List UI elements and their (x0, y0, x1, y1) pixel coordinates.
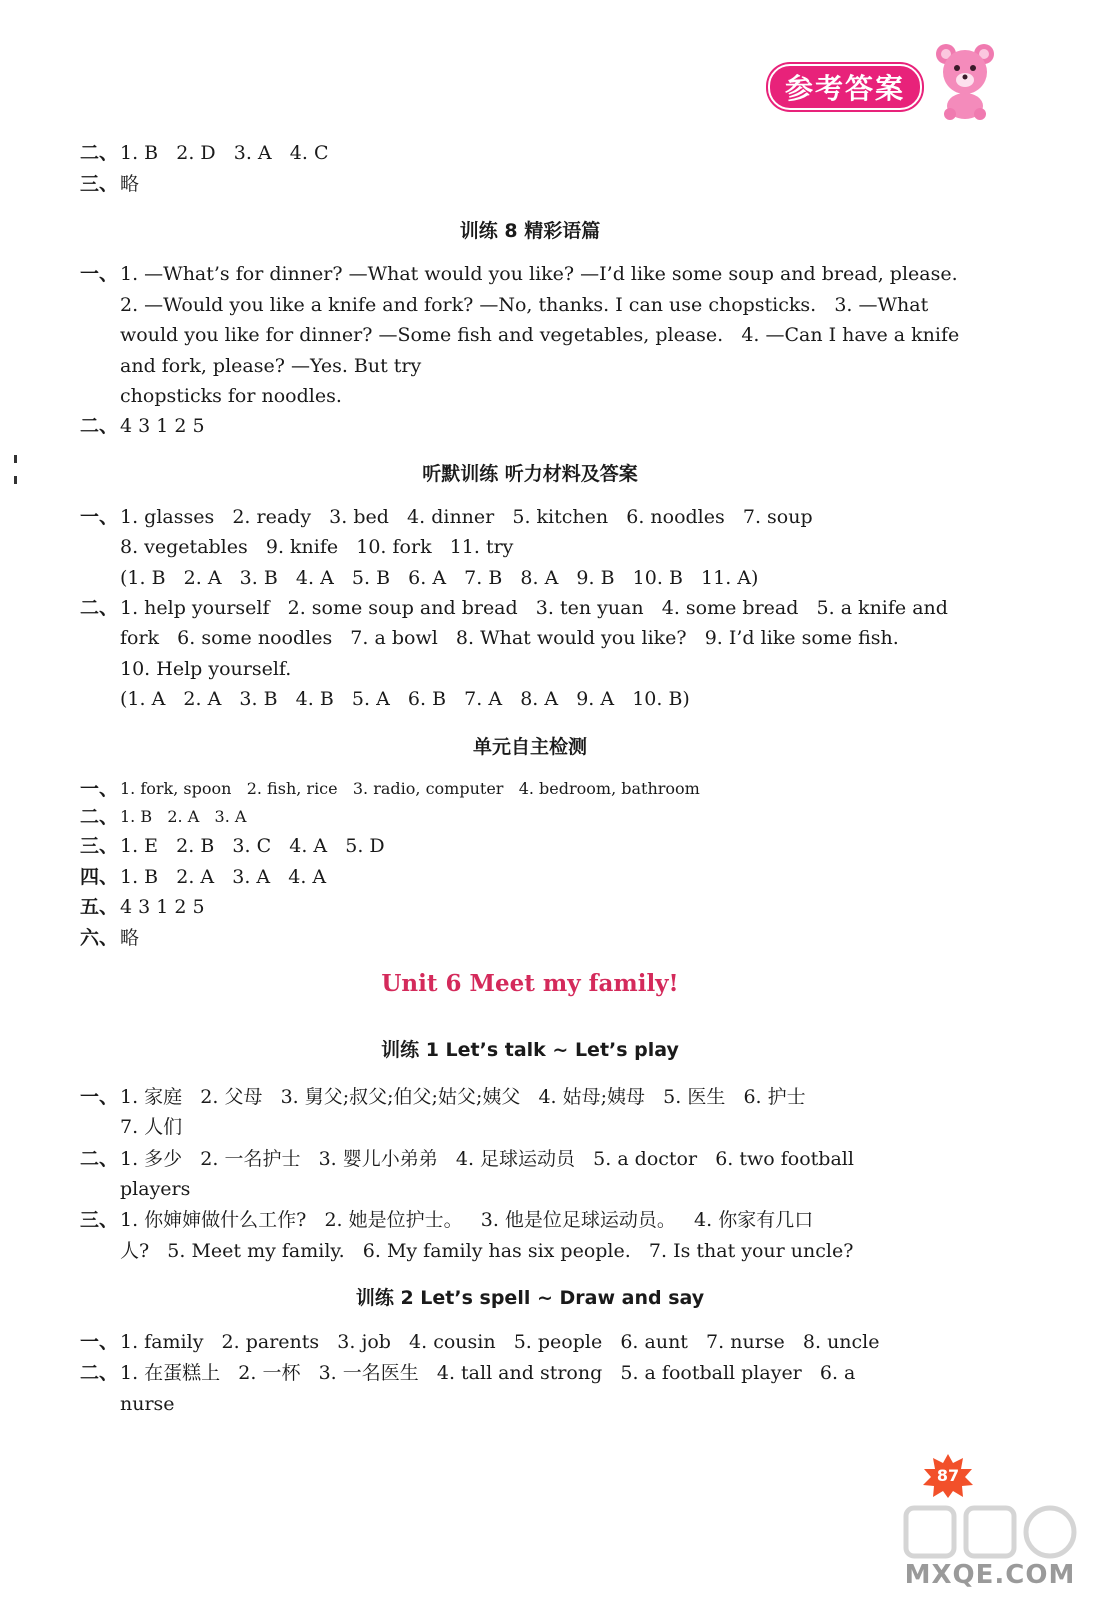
page-number: 87 (936, 1466, 960, 1485)
answer-line: 1. 家庭 2. 父母 3. 舅父;叔父;伯父;姑父;姨父 4. 姑母;姨母 5. 医生 6. 护士 (120, 1086, 806, 1108)
answer-line: 8. vegetables 9. knife 10. fork 11. try (120, 536, 514, 558)
answer-line: 4 3 1 2 5 (120, 415, 205, 437)
question-number-label: 二、 (80, 1362, 119, 1384)
answer-key-badge: 参考答案 (768, 64, 922, 110)
question-number-label: 一、 (80, 778, 119, 800)
question-number-label: 二、 (80, 806, 119, 828)
answer-line: (1. B 2. A 3. B 4. A 5. B 6. A 7. B 8. A 9. B 10. B 11. A) (120, 567, 759, 589)
unit-title: Unit 6 Meet my family! (381, 970, 679, 997)
answer-line: chopsticks for noodles. (120, 385, 342, 407)
answer-line: 1. B 2. D 3. A 4. C (120, 142, 329, 164)
question-number-label: 一、 (80, 506, 119, 528)
question-number-label: 三、 (80, 173, 119, 195)
answer-line: (1. A 2. A 3. B 4. B 5. A 6. B 7. A 8. A 9. A 10. B) (120, 688, 690, 710)
answer-line: and fork, please? —Yes. But try (120, 355, 422, 377)
answer-line: players (120, 1178, 191, 1200)
answer-line: 略 (120, 927, 140, 949)
answer-line: 略 (120, 173, 140, 195)
question-number-label: 二、 (80, 1148, 119, 1170)
answer-line: 10. Help yourself. (120, 658, 292, 680)
question-number-label: 二、 (80, 142, 119, 164)
answer-line: 1. 多少 2. 一名护士 3. 婴儿小弟弟 4. 足球运动员 5. a doctor 6. two football (120, 1148, 854, 1170)
answer-line: 1. fork, spoon 2. fish, rice 3. radio, computer 4. bedroom, bathroom (120, 779, 700, 798)
answer-line: 2. —Would you like a knife and fork? —No, thanks. I can use chopsticks. 3. —What (120, 294, 929, 316)
answer-line: would you like for dinner? —Some fish and vegetables, please. 4. —Can I have a knife (120, 324, 960, 346)
answer-line: 1. 你婶婶做什么工作? 2. 她是位护士。 3. 他是位足球运动员。 4. 你家有几口 (120, 1209, 814, 1231)
question-number-label: 一、 (80, 1086, 119, 1108)
question-number-label: 四、 (80, 866, 119, 888)
section-heading: 单元自主检测 (472, 736, 587, 758)
question-number-label: 一、 (80, 263, 119, 285)
page-number-badge (922, 1454, 974, 1498)
question-number-label: 六、 (80, 927, 119, 949)
section-heading: 训练 2 Let’s spell ~ Draw and say (355, 1287, 705, 1309)
answer-line: 7. 人们 (120, 1116, 183, 1138)
watermark-text: MXQE.COM (904, 1560, 1076, 1590)
answer-line: 1. family 2. parents 3. job 4. cousin 5. people 6. aunt 7. nurse 8. uncle (120, 1331, 880, 1353)
section-heading: 训练 8 精彩语篇 (459, 220, 601, 242)
question-number-label: 三、 (80, 835, 119, 857)
question-number-label: 二、 (80, 415, 119, 437)
answer-line: 1. glasses 2. ready 3. bed 4. dinner 5. kitchen 6. noodles 7. soup (120, 506, 813, 528)
answer-line: 4 3 1 2 5 (120, 896, 205, 918)
answer-line: 1. B 2. A 3. A 4. A (120, 866, 327, 888)
answer-line: nurse (120, 1393, 175, 1415)
question-number-label: 二、 (80, 597, 119, 619)
answer-line: fork 6. some noodles 7. a bowl 8. What would you like? 9. I’d like some fish. (120, 627, 899, 649)
answer-line: 1. help yourself 2. some soup and bread 3. ten yuan 4. some bread 5. a knife and (120, 597, 948, 619)
section-heading: 听默训练 听力材料及答案 (422, 463, 638, 485)
answer-line: 人? 5. Meet my family. 6. My family has six people. 7. Is that your uncle? (120, 1240, 854, 1262)
section-heading: 训练 1 Let’s talk ~ Let’s play (381, 1039, 679, 1061)
answer-line: 1. 在蛋糕上 2. 一杯 3. 一名医生 4. tall and strong 5. a football player 6. a (120, 1362, 856, 1384)
question-number-label: 五、 (80, 896, 119, 918)
answer-line: 1. —What’s for dinner? —What would you like? —I’d like some soup and bread, please. (120, 263, 958, 285)
answer-line: 1. B 2. A 3. A (120, 807, 247, 826)
question-number-label: 一、 (80, 1331, 119, 1353)
question-number-label: 三、 (80, 1209, 119, 1231)
answer-line: 1. E 2. B 3. C 4. A 5. D (120, 835, 385, 857)
teddy-bear-icon (930, 40, 1000, 120)
